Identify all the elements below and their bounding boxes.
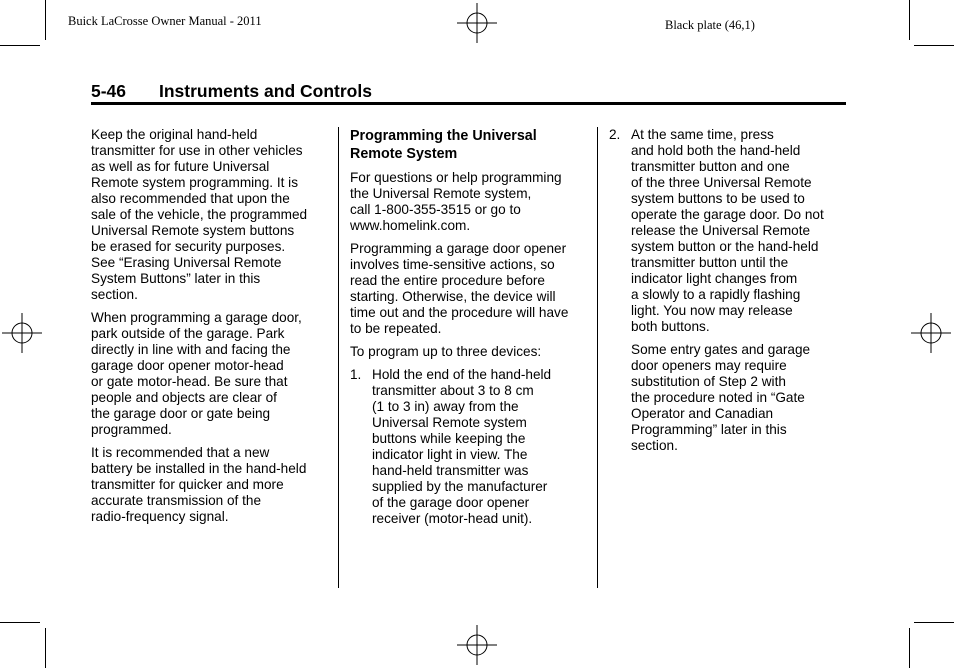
crop-mark-top-left-v	[45, 0, 46, 40]
paragraph: Some entry gates and garage door openers may require substitution of Step 2 with the procedure noted in “Gate Operator and Canadian Programming” later in this section.	[631, 342, 811, 453]
subsection-heading: Programming the Universal Remote System	[350, 128, 537, 162]
column-divider	[338, 127, 339, 588]
registration-mark-right	[911, 313, 951, 353]
paragraph: To program up to three devices:	[350, 344, 542, 359]
list-number: 2.	[609, 127, 621, 142]
crop-mark-bottom-left-h	[0, 622, 40, 623]
page-number: 5-46	[91, 81, 127, 101]
registration-mark-left	[2, 313, 42, 353]
column-1	[91, 127, 331, 532]
paragraph: When programming a garage door, park outside of the garage. Park directly in line with and facing the garage door opener motor-head or gate motor-head. Be sure that people and objects are clear of the garage door or gate being programmed.	[91, 310, 302, 437]
plate-label: Black plate (46,1)	[665, 18, 755, 32]
section-title: Instruments and Controls	[159, 81, 372, 101]
list-text: Hold the end of the hand-held transmitter about 3 to 8 cm (1 to 3 in) away from the Universal Remote system buttons while keeping the indicator light in view. The hand-held transmitter was supplied by the manufacturer of the garage door opener receiver (motor-head unit).	[372, 367, 552, 526]
crop-mark-bottom-right-v	[909, 628, 910, 668]
crop-mark-top-right-h	[914, 45, 954, 46]
paragraph: It is recommended that a new battery be installed in the hand-held transmitter for quicker and more accurate transmission of the radio-frequency signal.	[91, 445, 307, 524]
column-divider	[597, 127, 598, 588]
crop-mark-bottom-right-h	[914, 622, 954, 623]
crop-mark-bottom-left-v	[45, 628, 46, 668]
paragraph: Programming a garage door opener involves time-sensitive actions, so read the entire procedure before starting. Otherwise, the device will time out and the procedure will have to be repeated.	[350, 241, 569, 336]
crop-mark-top-right-v	[909, 0, 910, 40]
column-3	[609, 127, 849, 461]
list-item	[350, 367, 590, 527]
list-item	[609, 127, 849, 335]
paragraph: For questions or help programming the Universal Remote system, call 1-800-355-3515 or go to www.homelink.com.	[350, 170, 562, 233]
crop-mark-top-left-h	[0, 45, 40, 46]
registration-mark-bottom	[457, 625, 497, 665]
paragraph: Keep the original hand-held transmitter for use in other vehicles as well as for future Universal Remote system programming. It is also recommended that upon the sale of the vehicle, the programmed Universal Remote system buttons be erased for security purposes. See “Erasing Universal Remote System Buttons” later in this section.	[91, 127, 308, 302]
list-number: 1.	[350, 367, 362, 382]
page-heading	[91, 80, 846, 105]
column-2	[350, 127, 590, 527]
list-text: At the same time, press and hold both the hand-held transmitter button and one of the three Universal Remote system buttons to be used to operate the garage door. Do not release the Universal Remote system button or the hand-held transmitter button until the indicator light changes from a slowly to a rapidly flashing light. You now may release both buttons.	[631, 127, 824, 334]
document-title: Buick LaCrosse Owner Manual - 2011	[68, 14, 262, 28]
registration-mark-top	[457, 3, 497, 43]
